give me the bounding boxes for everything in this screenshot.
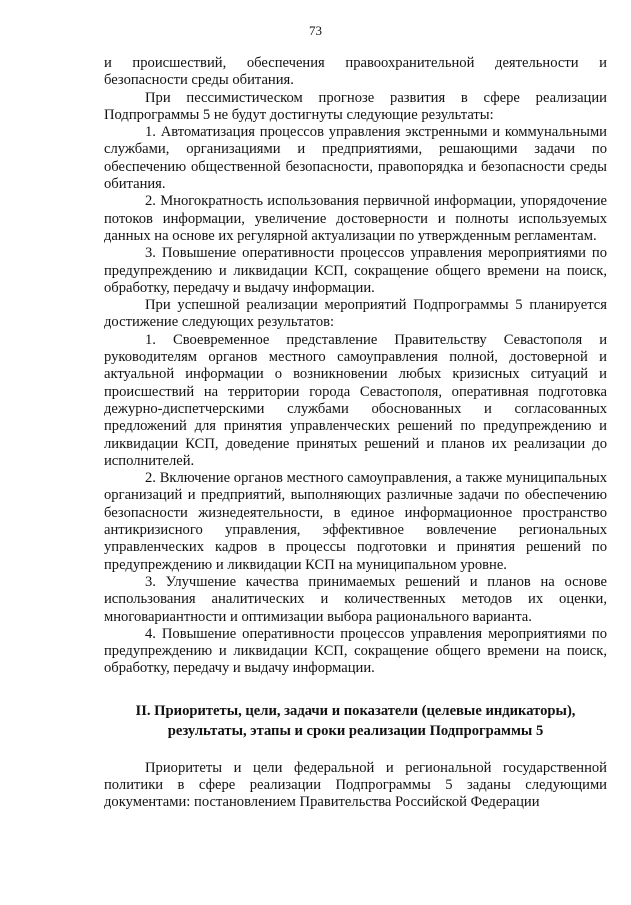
page-number: 73 xyxy=(309,23,322,38)
paragraph-priorities: Приоритеты и цели федеральной и региональной государственной политики в сфере реализации Подпрограммы 5 заданы следующими документами: постановлением Правительства Российской Федерации xyxy=(104,759,607,811)
paragraph-pessimistic-intro: При пессимистическом прогнозе развития в сфере реализации Подпрограммы 5 не будут достигнуты следующие результаты: xyxy=(104,89,607,123)
success-item-1: 1. Своевременное представление Правительству Севастополя и руководителям органов местного самоуправления полной, достоверной и актуальной информации о возникновении любых кризисных ситуаций и происшествий на территории города Севастополя, оперативная подготовка дежурно-диспетчерскими службами обоснованных и согласованных предложений для принятия управленческих решений по предупреждению и ликвидации КСП, доведение принятых решений и планов их реализации до исполнителей. xyxy=(104,331,607,469)
success-item-4: 4. Повышение оперативности процессов управления мероприятиями по предупреждению и ликвидации КСП, сокращение общего времени на поиск, обработку, передачу и выдачу информации. xyxy=(104,625,607,677)
pessimistic-item-2: 2. Многократность использования первичной информации, упорядочение потоков информации, увеличение достоверности и полноты используемых данных на основе их регулярной актуализации по утвержденным регламентам. xyxy=(104,193,607,244)
section-heading xyxy=(104,701,607,741)
section-heading-line-2: результаты, этапы и сроки реализации Подпрограммы 5 xyxy=(167,722,544,739)
section-heading-line-1: II. Приоритеты, цели, задачи и показатели (целевые индикаторы), xyxy=(135,702,576,719)
pessimistic-item-3: 3. Повышение оперативности процессов управления мероприятиями по предупреждению и ликвидации КСП, сокращение общего времени на поиск, обработку, передачу и выдачу информации. xyxy=(104,245,607,296)
pessimistic-item-1: 1. Автоматизация процессов управления экстренными и коммунальными службами, организациями и предприятиями, решающими задачи по обеспечению общественной безопасности, правопорядка и безопасности среды обитания. xyxy=(104,124,607,193)
success-item-3: 3. Улучшение качества принимаемых решений и планов на основе использования аналитических и количественных методов их оценки, многовариантности и оптимизации выбора рационального варианта. xyxy=(104,573,607,625)
document-body xyxy=(104,55,607,812)
paragraph-success-intro: При успешной реализации мероприятий Подпрограммы 5 планируется достижение следующих результатов: xyxy=(104,297,607,331)
paragraph-continuation: и происшествий, обеспечения правоохранительной деятельности и безопасности среды обитания. xyxy=(104,55,607,89)
success-item-2: 2. Включение органов местного самоуправления, а также муниципальных организаций и предприятий, выполняющих различные задачи по обеспечению безопасности жизнедеятельности, в единое информационное пространство антикризисного управления, эффективное вовлечение региональных управленческих кадров в процессы подготовки и принятия решений по предупреждению и ликвидации КСП на муниципальном уровне. xyxy=(104,470,607,573)
